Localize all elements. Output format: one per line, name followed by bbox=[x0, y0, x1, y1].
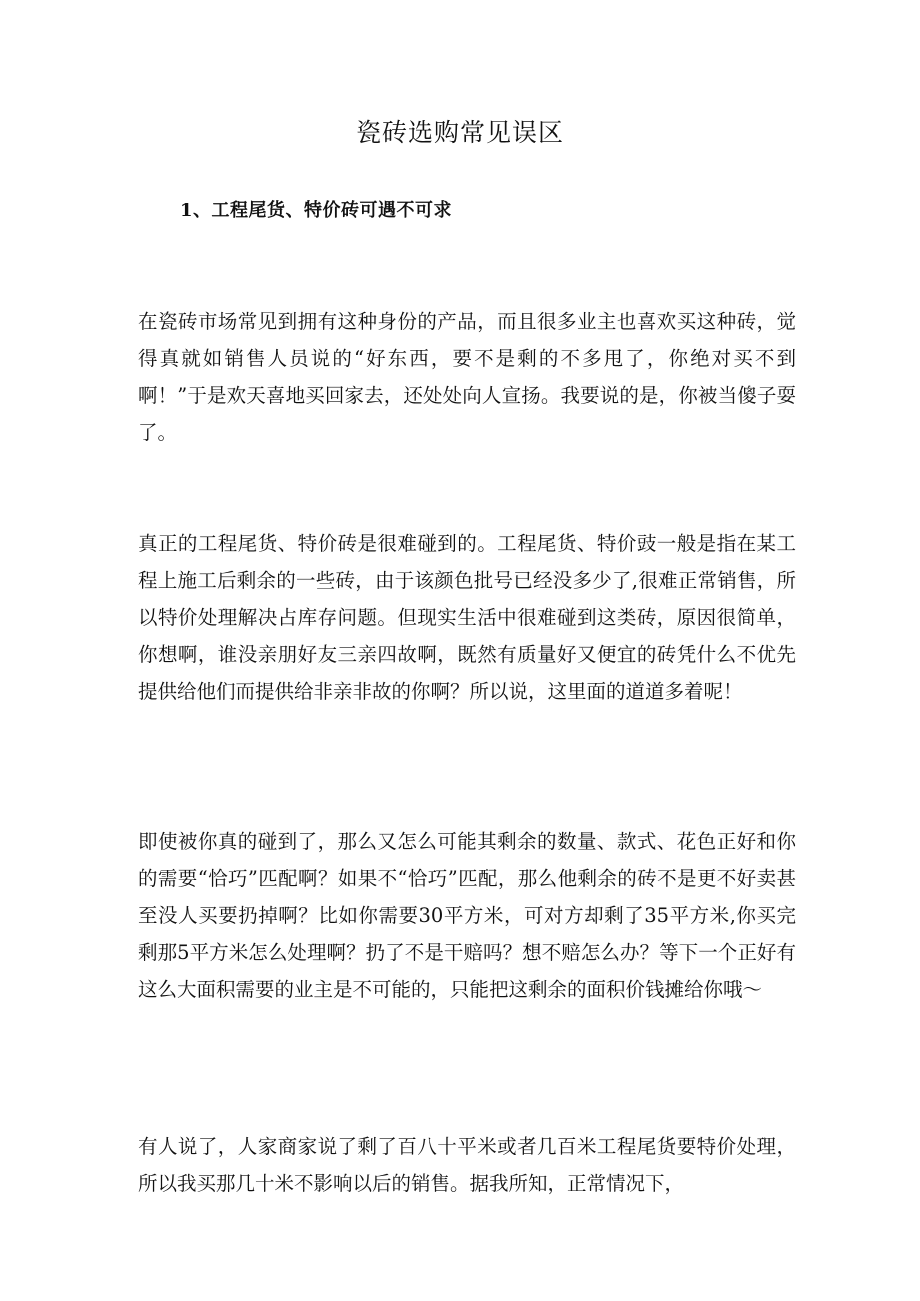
paragraph: 即使被你真的碰到了，那么又怎么可能其剩余的数量、款式、花色正好和你的需要“恰巧”匹配啊？如果不“恰巧”匹配，那么他剩余的砖不是更不好卖甚至没人买要扔掉啊？比如你需要30平方米，可对方却剩了35平方米,你买完剩那5平方米怎么处理啊？扔了不是干赔吗？想不赔怎么办？等下一个正好有这么大面积需要的业主是不可能的，只能把这剩余的面积价钱摊给你哦～ bbox=[138, 830, 796, 1001]
section-heading: 1、工程尾货、特价砖可遇不可求 bbox=[180, 200, 453, 221]
paragraph: 有人说了，人家商家说了剩了百八十平米或者几百米工程尾货要特价处理，所以我买那几十米不影响以后的销售。据我所知，正常情况下， bbox=[138, 1135, 796, 1195]
document-title: 瓷砖选购常见误区 bbox=[355, 118, 564, 147]
paragraph: 在瓷砖市场常见到拥有这种身份的产品，而且很多业主也喜欢买这种砖，觉得真就如销售人员说的“好东西，要不是剩的不多甩了，你绝对买不到啊！”于是欢天喜地买回家去，还处处向人宣扬。我要说的是，你被当傻子耍了。 bbox=[138, 310, 796, 444]
paragraph: 真正的工程尾货、特价砖是很难碰到的。工程尾货、特价豉一般是指在某工程上施工后剩余的一些砖，由于该颜色批号已经没多少了,很难正常销售，所以特价处理解决占库存问题。但现实生活中很难碰到这类砖，原因很简单，你想啊，谁没亲朋好友三亲四故啊，既然有质量好又便宜的砖凭什么不优先提供给他们而提供给非亲非故的你啊？所以说，这里面的道道多着呢！ bbox=[138, 532, 796, 703]
